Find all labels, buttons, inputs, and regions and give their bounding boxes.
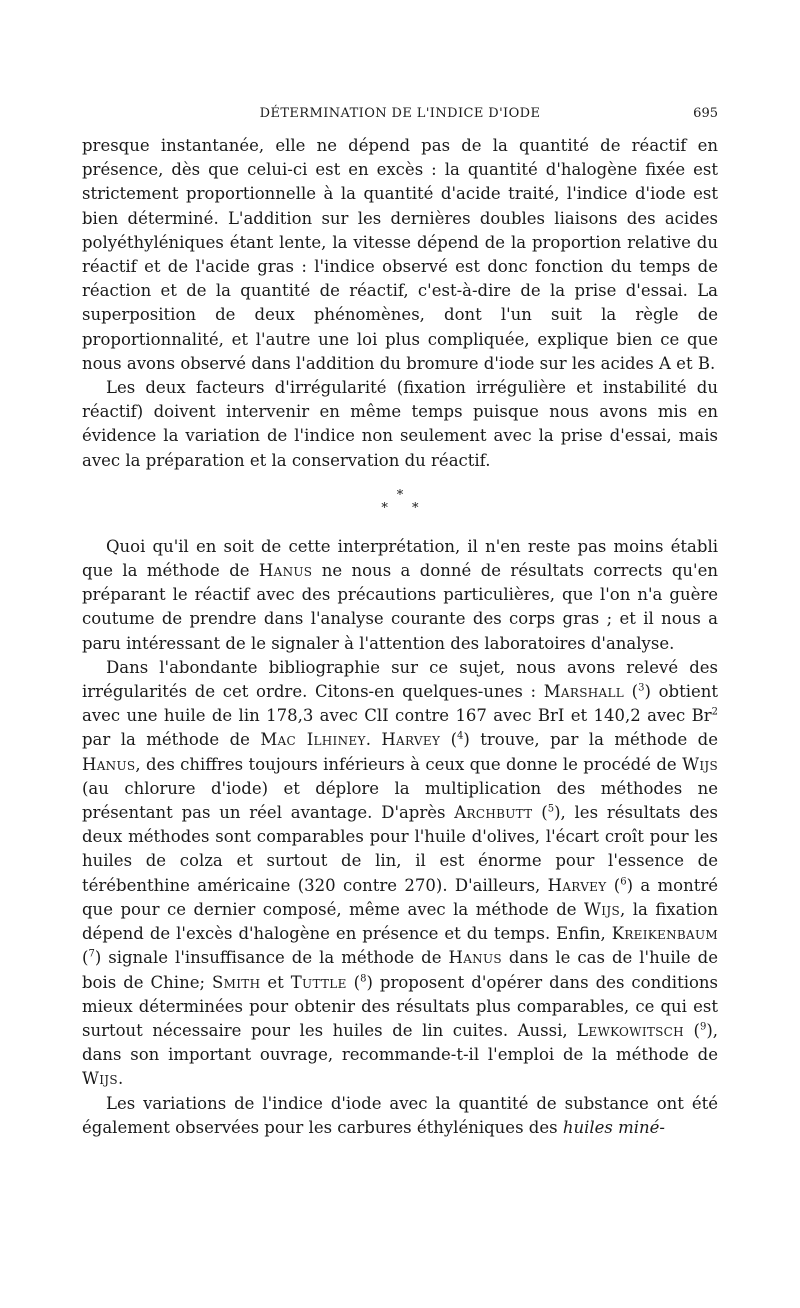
- text-run: (: [532, 803, 548, 823]
- text-run: ) obtient avec une huile de lin 178,3 avec ClI contre 167 avec BrI et 140,2 avec Br: [82, 682, 719, 726]
- text-run: (: [683, 1020, 700, 1040]
- text-run: (: [624, 682, 639, 702]
- text-run: (: [82, 948, 89, 968]
- text-run: ), les résultats des deux méthodes sont comparables pour l'huile d'olives, l'écart croît pour les huiles de colza et surtout de lin, il est énorme pour l'essence de térébenthine américaine (320 contre 270). D'ailleurs,: [82, 803, 718, 895]
- text-run: et: [260, 972, 291, 992]
- author-name: Kreikenbaum: [611, 924, 718, 944]
- section-separator: [82, 473, 718, 535]
- text-run: Les variations de l'indice d'iode avec la quantité de substance ont été également observées pour les carbures éthyléniques des: [82, 1093, 718, 1137]
- footnote-ref: 6: [620, 876, 627, 888]
- text-run: (: [346, 972, 361, 992]
- page-number: 695: [693, 106, 718, 121]
- italic-text: huiles miné-: [562, 1117, 666, 1137]
- author-name: Harvey: [547, 875, 607, 895]
- text-run: (au chlorure d'iode) et déplore la multiplication des méthodes ne présentant pas un réel avantage. D'après: [82, 778, 718, 823]
- text-run: Les deux facteurs d'irrégularité (fixation irrégulière et instabilité du réactif) doivent intervenir en même temps puisque nous avons mis en évidence la variation de l'indice non seulement avec la prise d'essai, mais avec la préparation et la conservation du réactif.: [82, 378, 718, 470]
- footnote-ref: 3: [638, 682, 645, 694]
- author-name: Tuttle: [290, 972, 347, 992]
- text-run: presque instantanée, elle ne dépend pas de la quantité de réactif en présence, dès que celui-ci est en excès : la quantité d'halogène fixée est strictement proportionnelle à la quantité d'acide traité, l'indice d'iode est bien déterminé. L'addition sur les dernières doubles liaisons des acides polyéthyléniques étant lente, la vitesse dépend de la proportion relative du réactif et de l'acide gras : l'indice observé est donc fonction du temps de réaction et de la quantité de réactif, c'est-à-dire de la prise d'essai. La superposition de deux phénomènes, dont l'un suit la règle de proportionnalité, et l'autre une loi plus compliquée, explique bien ce que nous avons observé dans l'addition du bromure d'iode sur les acides A et B.: [82, 136, 718, 373]
- text-run: ) trouve, par la méthode de: [463, 730, 719, 750]
- author-name: Harvey: [381, 730, 441, 750]
- text-run: par la méthode de: [82, 730, 261, 750]
- page-header: [82, 106, 718, 126]
- text-run: dans le cas de l'huile de bois de Chine;: [82, 948, 718, 992]
- asterism-top: *: [396, 487, 404, 503]
- footnote-ref: 8: [360, 973, 367, 984]
- paragraph: [82, 376, 718, 473]
- author-name: Wijs: [682, 754, 718, 774]
- author-name: Mac Ilhiney: [260, 730, 366, 750]
- text-run: ) a montré que pour ce dernier composé, même avec la méthode de: [82, 875, 718, 919]
- text-run: ) signale l'insuffisance de la méthode de: [94, 948, 449, 968]
- paragraph: [82, 535, 718, 656]
- author-name: Hanus: [82, 754, 136, 774]
- author-name: Hanus: [448, 948, 502, 968]
- author-name: Marshall: [543, 682, 625, 702]
- body-text: [82, 134, 718, 1140]
- footnote-ref: 9: [699, 1021, 707, 1033]
- running-title: DÉTERMINATION DE L'INDICE D'IODE: [259, 106, 541, 121]
- footnote-ref: 2: [711, 706, 718, 718]
- author-name: Archbutt: [454, 803, 533, 823]
- text-run: Quoi qu'il en soit de cette interprétation, il n'en reste pas moins établi que la méthode de: [82, 536, 718, 581]
- text-run: , la fixation dépend de l'excès d'halogène en présence et du temps. Enfin,: [82, 899, 718, 944]
- author-name: Wijs: [584, 899, 620, 919]
- text-run: ), dans son important ouvrage, recommande-t-il l'emploi de la méthode de: [82, 1020, 718, 1065]
- footnote-ref: 5: [547, 803, 555, 815]
- text-run: .: [365, 730, 382, 750]
- author-name: Lewkowitsch: [577, 1020, 684, 1040]
- footnote-ref: 7: [88, 948, 95, 960]
- author-name: Wijs: [82, 1069, 118, 1089]
- text-run: ne nous a donné de résultats corrects qu'en préparant le réactif avec des précautions particulières, que l'on n'a guère coutume de prendre dans l'analyse courante des corps gras ; et il nous a paru intéressant de le signaler à l'attention des laboratoires d'analyse.: [82, 561, 718, 653]
- asterism-bottom: * *: [381, 500, 429, 516]
- author-name: Hanus: [258, 561, 313, 581]
- text-run: (: [606, 875, 621, 895]
- paragraph: [82, 134, 718, 376]
- paragraph: [82, 1092, 718, 1140]
- paragraph: [82, 656, 718, 1092]
- footnote-ref: 4: [457, 730, 464, 742]
- author-name: Smith: [212, 972, 261, 992]
- text-run: ) proposent d'opérer dans des conditions mieux déterminées pour obtenir des résultats plus comparables, ce qui est surtout nécessaire pour les huiles de lin cuites. Aussi,: [82, 972, 719, 1040]
- text-run: , des chiffres toujours inférieurs à ceux que donne le procédé de: [135, 754, 683, 774]
- text-run: .: [117, 1069, 124, 1089]
- text-run: (: [440, 730, 458, 750]
- text-run: Dans l'abondante bibliographie sur ce sujet, nous avons relevé des irrégularités de cet ordre. Citons-en quelques-unes :: [82, 657, 718, 702]
